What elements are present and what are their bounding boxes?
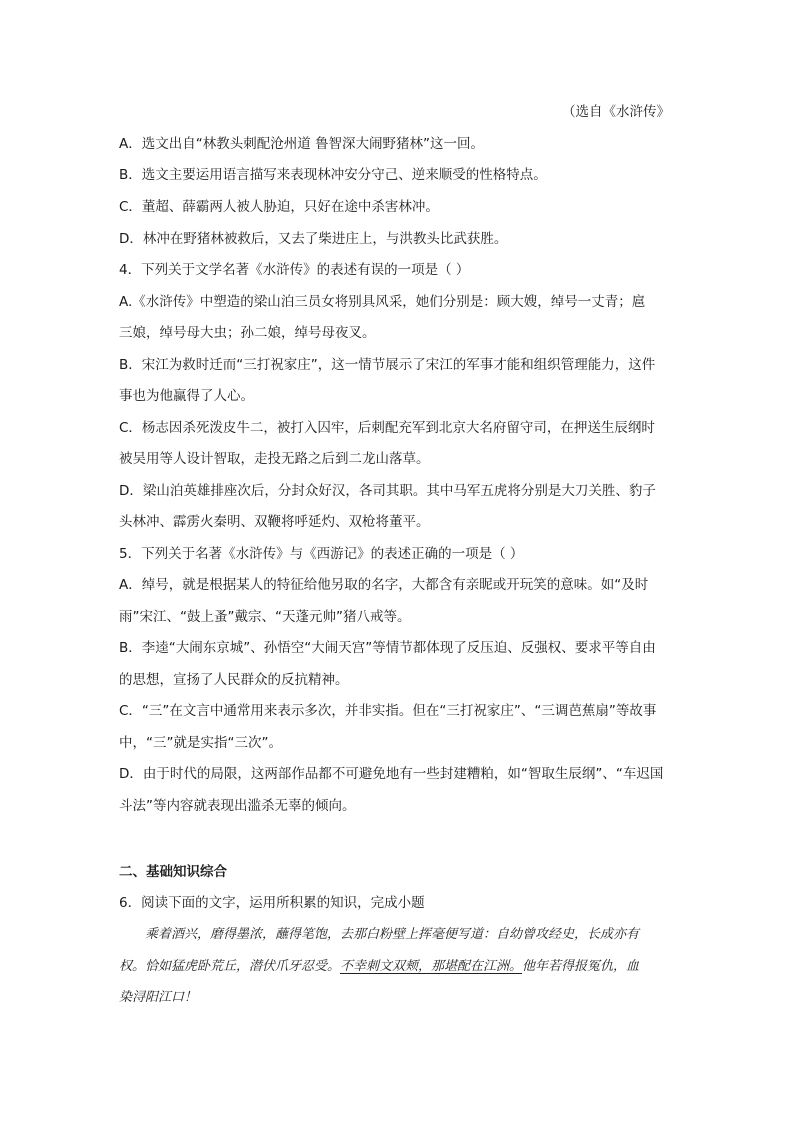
q5-line: 斗法”等内容就表现出滥杀无辜的倾向。 [119,798,356,814]
q3-option-a: A．选文出自“林教头刺配沧州道 鲁智深大闹野猪林”这一回。 [119,136,485,152]
q5-line: C．“三”在文言中通常用来表示多次，并非实指。但在“三打祝家庄”、“三调芭蕉扇”等故事 [119,703,657,719]
poem-text: 他年若得报冤仇，血 [522,959,640,974]
q4-line: B．宋江为救时迁而“三打祝家庄”，这一情节展示了宋江的军事才能和组织管理能力，这件 [119,357,656,373]
q4-line: A.《水浒传》中塑造的梁山泊三员女将别具风采，她们分别是：顾大嫂，绰号一丈青；扈 [119,294,646,310]
q5-stem: 5．下列关于名著《水浒传》与《西游记》的表述正确的一项是（ ） [119,546,524,562]
q4-line: 三娘，绰号母大虫；孙二娘，绰号母夜叉。 [119,325,376,341]
q3-option-d: D．林冲在野猪林被救后，又去了柴进庄上，与洪教头比武获胜。 [119,231,508,247]
poem-line [119,958,639,976]
q5-line: B．李逵“大闹东京城”、孙悟空“大闹天宫”等情节都体现了反压迫、反强权、要求平等自由 [119,640,656,656]
poem-line: 乘着酒兴，磨得墨浓，蘸得笔饱，去那白粉壁上挥毫便写道：自幼曾攻经史，长成亦有 [145,927,640,942]
q4-line: 头林冲、霹雳火秦明、双鞭将呼延灼、双枪将董平。 [119,514,430,530]
q4-stem: 4．下列关于文学名著《水浒传》的表述有误的一项是（ ） [119,262,470,278]
q3-option-c: C．董超、薛霸两人被人胁迫，只好在途中杀害林冲。 [119,199,439,215]
q4-line: 被吴用等人设计智取，走投无路之后到二龙山落草。 [119,451,430,467]
q5-line: A．绰号，就是根据某人的特征给他另取的名字，大都含有亲昵或开玩笑的意味。如“及时 [119,577,649,593]
poem-line: 染浔阳江口！ [119,990,198,1005]
q4-line: 事也为他赢得了人心。 [119,388,254,404]
q4-line: D．梁山泊英雄排座次后，分封众好汉，各司其职。其中马军五虎将分别是大刀关胜、豹子 [119,483,656,499]
q3-option-b: B．选文主要运用语言描写来表现林冲安分守己、逆来顺受的性格特点。 [119,167,547,183]
q4-line: C．杨志因杀死泼皮牛二，被打入囚牢，后刺配充军到北京大名府留守司，在押送生辰纲时 [119,420,655,436]
underlined-poem-text: 不幸刺文双颊，那堪配在江洲。 [340,959,523,974]
poem-text: 权。恰如猛虎卧荒丘，潜伏爪牙忍受。 [119,959,341,974]
q6-stem: 6．阅读下面的文字，运用所积累的知识，完成小题 [119,895,425,911]
q5-line: 的思想，宣扬了人民群众的反抗精神。 [119,672,349,688]
section-heading: 二、基础知识综合 [119,864,227,880]
source-note: （选自《水浒传》 [562,104,670,120]
q5-line: D．由于时代的局限，这两部作品都不可避免地有一些封建糟粕，如“智取生辰纲”、“车迟国 [119,766,664,782]
q5-line: 雨”宋江、“鼓上蚤”戴宗、“天蓬元帅”猪八戒等。 [119,609,411,625]
q5-line: 中，“三”就是实指“三次”。 [119,735,282,751]
